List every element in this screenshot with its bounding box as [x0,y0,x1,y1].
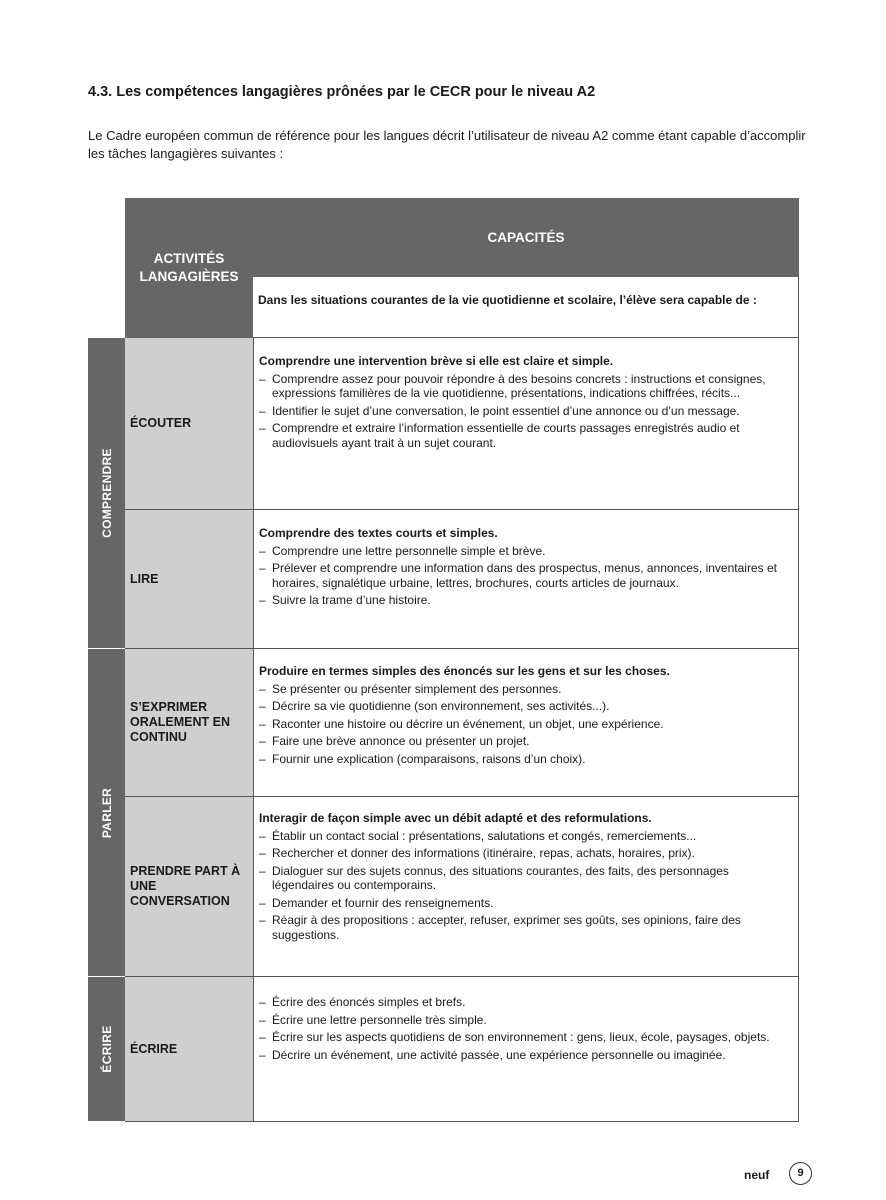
activity-cell: S’EXPRIMER ORALEMENT EN CONTINU [125,649,253,797]
capacity-list [259,829,788,943]
section-ecrire [88,977,125,1122]
list-item: – Écrire une lettre personnelle très simple. [259,1013,788,1028]
capacity-title: Interagir de façon simple avec un débit adapté et des reformulations. [259,811,652,825]
capacity-title: Comprendre une intervention brève si elle est claire et simple. [259,354,614,368]
activity-cell: ÉCOUTER [125,338,253,510]
capacity-list [259,372,788,451]
list-item: – Écrire des énoncés simples et brefs. [259,995,788,1010]
section-parler [88,649,125,977]
list-item: – Se présenter ou présenter simplement des personnes. [259,682,788,697]
section-label: PARLER [99,787,114,838]
list-item: – Suivre la trame d’une histoire. [259,593,788,608]
activity-cell: ÉCRIRE [125,977,253,1122]
list-item: – Demander et fournir des renseignements. [259,896,788,911]
list-item: – Comprendre une lettre personnelle simple et brève. [259,544,788,559]
list-item: – Identifier le sujet d’une conversation, le point essentiel d’une annonce ou d’un message. [259,404,788,419]
capacity-cell [253,510,799,649]
activity-cell: LIRE [125,510,253,649]
section-label: COMPRENDRE [99,448,114,538]
table-row [125,338,799,510]
section-heading: 4.3. Les compétences langagières prônées par le CECR pour le niveau A2 [88,84,596,100]
capacity-title: Comprendre des textes courts et simples. [259,526,498,540]
list-item: – Fournir une explication (comparaisons, raisons d’un choix). [259,752,788,767]
capacity-list [259,544,788,608]
table-row [125,510,799,649]
page-number-word: neuf [744,1168,770,1182]
capacity-list [259,995,788,1062]
list-item: – Décrire un événement, une activité passée, une expérience personnelle ou imaginée. [259,1048,788,1063]
capacity-cell [253,649,799,797]
table-row [125,977,799,1122]
activities-header: ACTIVITÉS LANGAGIÈRES [125,198,253,338]
list-item: – Comprendre assez pour pouvoir répondre à des besoins concrets : instructions et consignes, expressions familières de la vie quotidienne, présentations, indications chiffrées, récits... [259,372,788,401]
list-item: – Décrire sa vie quotidienne (son environnement, ses activités...). [259,699,788,714]
section-label: ÉCRIRE [99,1025,114,1073]
table-row [125,797,799,977]
list-item: – Dialoguer sur des sujets connus, des situations courantes, des faits, des personnages légendaires ou contemporains. [259,864,788,893]
list-item: – Établir un contact social : présentations, salutations et congés, remerciements... [259,829,788,844]
capacity-list [259,682,788,767]
list-item: – Prélever et comprendre une information dans des prospectus, menus, annonces, inventaires et horaires, signalétique urbaine, lettres, brochures, courts articles de journaux. [259,561,788,590]
list-item: – Réagir à des propositions : accepter, refuser, exprimer ses goûts, ses opinions, faire des suggestions. [259,913,788,942]
capacity-cell [253,977,799,1122]
list-item: – Comprendre et extraire l’information essentielle de courts passages enregistrés audio et audiovisuels ayant trait à un sujet courant. [259,421,788,450]
activity-cell: PRENDRE PART À UNE CONVERSATION [125,797,253,977]
list-item: – Écrire sur les aspects quotidiens de son environnement : gens, lieux, école, paysages, objets. [259,1030,788,1045]
capacity-title: Produire en termes simples des énoncés sur les gens et sur les choses. [259,664,670,678]
list-item: – Rechercher et donner des informations (itinéraire, repas, achats, horaires, prix). [259,846,788,861]
section-comprendre [88,338,125,649]
page-number-badge: 9 [789,1162,812,1185]
table-row [125,649,799,797]
list-item: – Raconter une histoire ou décrire un événement, un objet, une expérience. [259,717,788,732]
capacities-header: CAPACITÉS [253,198,799,277]
capacity-cell [253,797,799,977]
capacities-subheader: Dans les situations courantes de la vie quotidienne et scolaire, l’élève sera capable de : [253,277,799,338]
list-item: – Faire une brève annonce ou présenter un projet. [259,734,788,749]
capacity-cell [253,338,799,510]
intro-paragraph: Le Cadre européen commun de référence pour les langues décrit l’utilisateur de niveau A2 comme étant capable d’accomplir les tâches langagières suivantes : [88,128,806,161]
